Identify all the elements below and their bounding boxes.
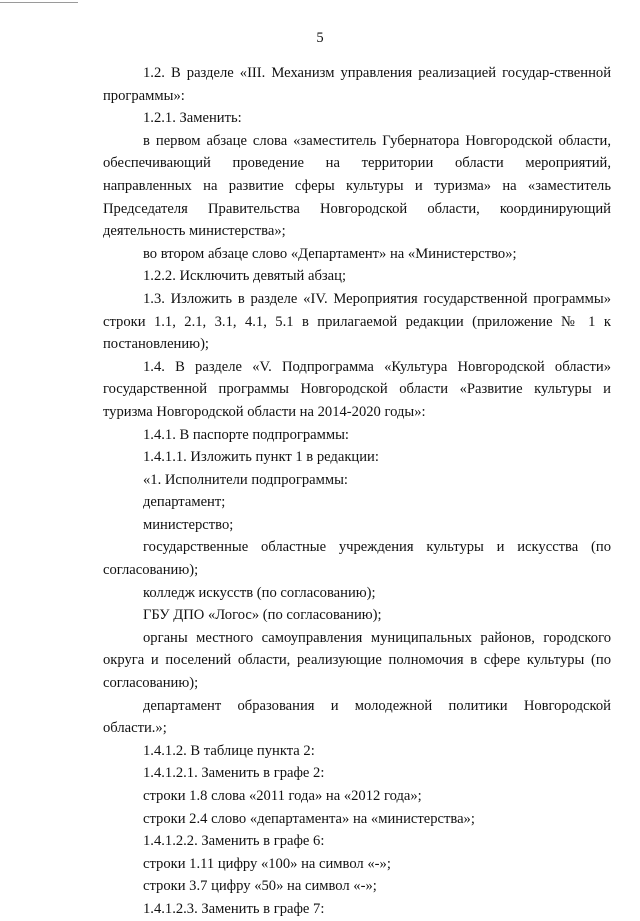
- paragraph: строки 3.7 цифру «50» на символ «-»;: [143, 878, 377, 895]
- paragraph: «1. Исполнители подпрограммы:: [143, 471, 348, 488]
- paragraph: органы местного самоуправления муниципальных районов, городского округа и поселений области, реализующие полномочия в сфере культуры (по согласованию);: [103, 629, 611, 692]
- paragraph: колледж искусств (по согласованию);: [143, 584, 376, 601]
- document-body: [103, 62, 611, 921]
- paragraph: государственные областные учреждения культуры и искусства (по согласованию);: [103, 539, 611, 579]
- paragraph: 1.4.1.2.1. Заменить в графе 2:: [143, 765, 325, 782]
- paragraph: 1.4.1.2.3. Заменить в графе 7:: [143, 900, 325, 917]
- paragraph: 1.4. В разделе «V. Подпрограмма «Культура Новгородской области» государственной программы Новгородской области «Развитие культуры и туризма Новгородской области на 2014-2020 годы»:: [103, 358, 611, 420]
- paragraph: 1.4.1.2.2. Заменить в графе 6:: [143, 833, 325, 850]
- paragraph: во втором абзаце слово «Департамент» на «Министерство»;: [143, 245, 517, 262]
- paragraph: 1.3. Изложить в разделе «IV. Мероприятия государственной программы» строки 1.1, 2.1, 3.1, 4.1, 5.1 в прилагаемой редакции (приложение № 1 к постановлению);: [103, 290, 611, 353]
- paragraph: 1.2.1. Заменить:: [143, 110, 242, 127]
- paragraph: 1.4.1. В паспорте подпрограммы:: [143, 426, 349, 443]
- scan-edge-line: [0, 2, 78, 3]
- paragraph: строки 1.8 слова «2011 года» на «2012 года»;: [143, 788, 422, 804]
- paragraph: департамент;: [143, 494, 226, 511]
- paragraph: департамент образования и молодежной политики Новгородской области.»;: [103, 697, 611, 737]
- paragraph: 1.4.1.2. В таблице пункта 2:: [143, 742, 315, 759]
- paragraph: 1.2.2. Исключить девятый абзац;: [143, 268, 347, 285]
- page-number: 5: [316, 30, 324, 46]
- paragraph: министерство;: [143, 516, 234, 533]
- paragraph: строки 1.11 цифру «100» на символ «-»;: [143, 855, 391, 872]
- paragraph: 1.4.1.1. Изложить пункт 1 в редакции:: [143, 449, 379, 466]
- paragraph: ГБУ ДПО «Логос» (по согласованию);: [143, 607, 382, 624]
- paragraph: 1.2. В разделе «III. Механизм управления реализацией государ-ственной программы»:: [103, 65, 611, 104]
- paragraph: в первом абзаце слова «заместитель Губернатора Новгородской области, обеспечивающий проведение на территории области мероприятий, направленных на развитие сферы культуры и туризма» на «заместитель Председателя Правительства Новгородской области, координирующий деятельность министерства»;: [103, 132, 611, 240]
- paragraph: строки 2.4 слово «департамента» на «министерства»;: [143, 810, 475, 827]
